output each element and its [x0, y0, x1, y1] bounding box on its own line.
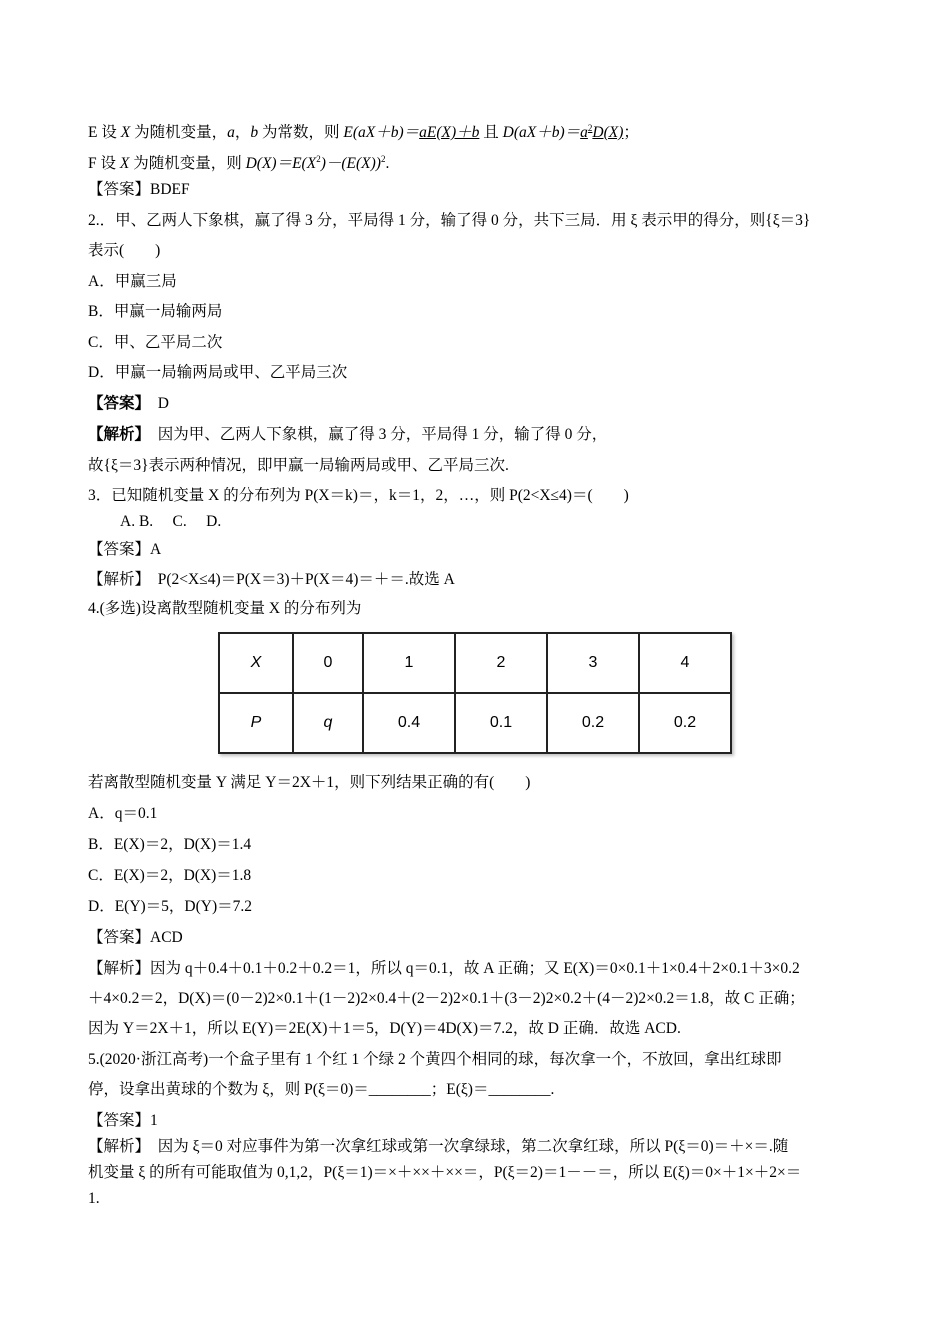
answer-5: 【答案】1	[88, 1112, 158, 1129]
question-5-line1: 5.(2020·浙江高考)一个盒子里有 1 个红 1 个绿 2 个黄四个相同的球，每次拿一个，不放回，拿出红球即	[88, 1051, 782, 1068]
statement-f: F 设 X 为随机变量，则 $D(X)=E(X^2)-(E(X))^2$.	[88, 154, 390, 173]
explanation-4-line3: 因为 Y＝2X＋1，所以 E(Y)＝2E(X)＋1＝5，D(Y)＝4D(X)＝7.2，故 D 正确．故选 ACD.	[88, 1020, 681, 1037]
table-cell: 0.2	[547, 693, 639, 753]
explanation-2-line2: 故{ξ＝3}表示两种情况，即甲赢一局输两局或甲、乙平局三次.	[88, 457, 509, 474]
explanation-5-line1: 【解析】 因为 ξ＝0 对应事件为第一次拿红球或第一次拿绿球，第二次拿红球，所以 P(ξ＝0)＝＋×＝.随	[88, 1138, 789, 1155]
question-2-option-d: D．甲赢一局输两局或甲、乙平局三次	[88, 364, 348, 381]
explanation-3: 【解析】 P(2<X≤4)＝P(X＝3)＋P(X＝4)＝＋＝.故选 A	[88, 571, 455, 588]
answer-2: 【答案】 D	[88, 395, 169, 412]
question-2-line2: 表示( )	[88, 242, 161, 259]
question-2-option-a: A．甲赢三局	[88, 273, 177, 290]
table-cell: P	[219, 693, 293, 753]
explanation-4-line2: ＋4×0.2＝2，D(X)＝(0－2)2×0.1＋(1－2)2×0.4＋(2－2)2×0.1＋(3－2)2×0.2＋(4－2)2×0.2＝1.8，故 C 正确；	[88, 990, 805, 1007]
question-2-option-b: B．甲赢一局输两局	[88, 303, 223, 320]
question-4-option-d: D．E(Y)＝5，D(Y)＝7.2	[88, 898, 253, 915]
distribution-table	[218, 632, 732, 754]
question-5-line2: 停，设拿出黄球的个数为 ξ，则 P(ξ＝0)＝________；E(ξ)＝________.	[88, 1081, 555, 1098]
question-4-option-b: B．E(X)＝2，D(X)＝1.4	[88, 836, 252, 853]
table-cell: X	[219, 633, 293, 693]
statement-e: E 设 X 为随机变量，a，b 为常数，则 E(aX＋b)＝aE(X)＋b 且 $D(aX+b)=a^2D(X)$；	[88, 123, 639, 142]
answer-3: 【答案】A	[88, 541, 162, 558]
table-cell: 4	[639, 633, 731, 693]
explanation-5-line3: 1.	[88, 1190, 100, 1207]
table-cell: q	[293, 693, 363, 753]
table-cell: 2	[455, 633, 547, 693]
table-cell: 0	[293, 633, 363, 693]
table-cell: 0.4	[363, 693, 455, 753]
table-cell: 1	[363, 633, 455, 693]
question-4-line2: 若离散型随机变量 Y 满足 Y＝2X＋1，则下列结果正确的有( )	[88, 774, 531, 791]
table-row	[219, 693, 731, 753]
answer-4: 【答案】ACD	[88, 929, 183, 946]
table-row	[219, 633, 731, 693]
table-cell: 0.2	[639, 693, 731, 753]
explanation-4-line1: 【解析】因为 q＋0.4＋0.1＋0.2＋0.2＝1，所以 q＝0.1，故 A 正确；又 E(X)＝0×0.1＋1×0.4＋2×0.1＋3×0.2	[88, 960, 800, 977]
question-4-option-a: A．q＝0.1	[88, 805, 158, 822]
question-2-option-c: C．甲、乙平局二次	[88, 334, 223, 351]
question-3-line1: 3．已知随机变量 X 的分布列为 P(X＝k)＝，k＝1，2，…，则 P(2<X≤4)＝( )	[88, 487, 629, 504]
explanation-2-line1: 【解析】 因为甲、乙两人下象棋，赢了得 3 分，平局得 1 分，输了得 0 分，	[88, 426, 608, 443]
table-cell: 0.1	[455, 693, 547, 753]
question-4-option-c: C．E(X)＝2，D(X)＝1.8	[88, 867, 252, 884]
question-4-line1: 4.(多选)设离散型随机变量 X 的分布列为	[88, 600, 362, 617]
question-2-line1: 2.．甲、乙两人下象棋，赢了得 3 分，平局得 1 分，输了得 0 分，共下三局．用 ξ 表示甲的得分，则{ξ＝3}	[88, 212, 811, 229]
explanation-5-line2: 机变量 ξ 的所有可能取值为 0,1,2，P(ξ＝1)＝×＋××＋××＝，P(ξ＝2)＝1－－＝，所以 E(ξ)＝0×＋1×＋2×＝	[88, 1164, 802, 1181]
table-cell: 3	[547, 633, 639, 693]
answer-1: 【答案】BDEF	[88, 181, 190, 198]
question-3-options: A. B. C. D.	[120, 513, 222, 530]
